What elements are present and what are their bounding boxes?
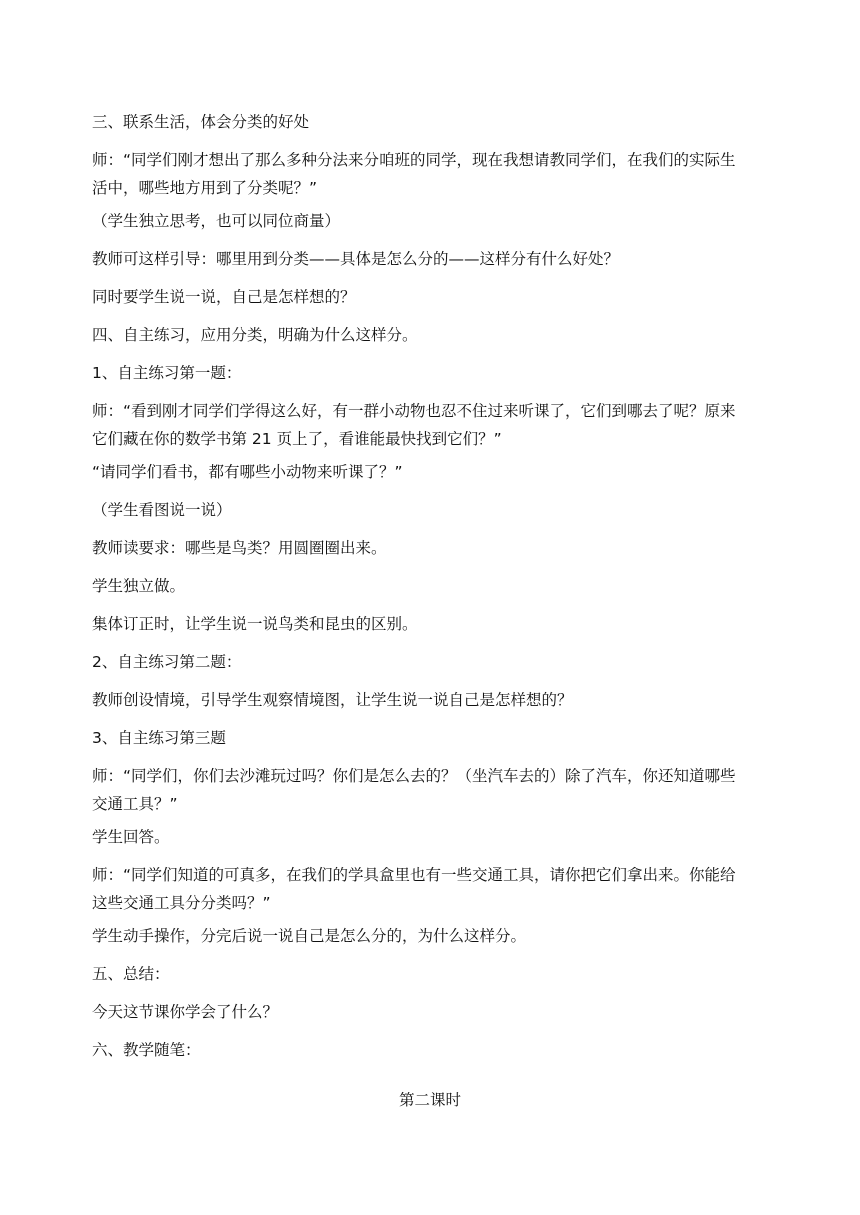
paragraph-student-thinking: （学生独立思考，也可以同位商量） <box>92 212 341 230</box>
paragraph-student-explain: 同时要学生说一说，自己是怎样想的？ <box>92 288 356 306</box>
paragraph-student-work: 学生独立做。 <box>92 577 186 595</box>
paragraph-summary-question: 今天这节课你学会了什么？ <box>92 1003 279 1021</box>
exercise-heading-2: 2、自主练习第二题： <box>92 653 242 671</box>
paragraph-teacher-question-1: 师：“同学们刚才想出了那么多种分法来分咱班的同学，现在我想请教同学们，在我们的实际生活中，哪些地方用到了分类呢？” <box>92 151 736 197</box>
paragraph-teacher-guide: 教师可这样引导：哪里用到分类——具体是怎么分的——这样分有什么好处？ <box>92 250 620 268</box>
paragraph-teacher-animals: 师：“看到刚才同学们学得这么好，有一群小动物也忍不住过来听课了，它们到哪去了呢？原来它们藏在你的数学书第 21 页上了，看谁能最快找到它们？” <box>92 402 736 448</box>
paragraph-hands-on: 学生动手操作，分完后说一说自己是怎么分的，为什么这样分。 <box>92 927 527 945</box>
paragraph-teacher-beach: 师：“同学们，你们去沙滩玩过吗？你们是怎么去的？（坐汽车去的）除了汽车，你还知道哪些交通工具？” <box>92 767 736 813</box>
paragraph-read-book: “请同学们看书，都有哪些小动物来听课了？” <box>92 463 403 481</box>
paragraph-look-picture: （学生看图说一说） <box>92 501 232 519</box>
paragraph-student-answer: 学生回答。 <box>92 828 170 846</box>
exercise-heading-1: 1、自主练习第一题： <box>92 364 242 382</box>
paragraph-requirement: 教师读要求：哪些是鸟类？用圆圈圈出来。 <box>92 539 387 557</box>
section-heading-6: 六、教学随笔： <box>92 1041 201 1059</box>
section-heading-3: 三、联系生活，体会分类的好处 <box>92 113 310 131</box>
paragraph-teacher-vehicles: 师：“同学们知道的可真多，在我们的学具盒里也有一些交通工具，请你把它们拿出来。你能给这些交通工具分分类吗？” <box>92 866 736 912</box>
exercise-heading-3: 3、自主练习第三题 <box>92 729 226 747</box>
section-heading-5: 五、总结： <box>92 965 170 983</box>
paragraph-scenario: 教师创设情境，引导学生观察情境图，让学生说一说自己是怎样想的？ <box>92 691 573 709</box>
next-lesson-title: 第二课时 <box>398 1091 461 1109</box>
section-heading-4: 四、自主练习，应用分类，明确为什么这样分。 <box>92 326 418 344</box>
paragraph-correction: 集体订正时，让学生说一说鸟类和昆虫的区别。 <box>92 615 418 633</box>
